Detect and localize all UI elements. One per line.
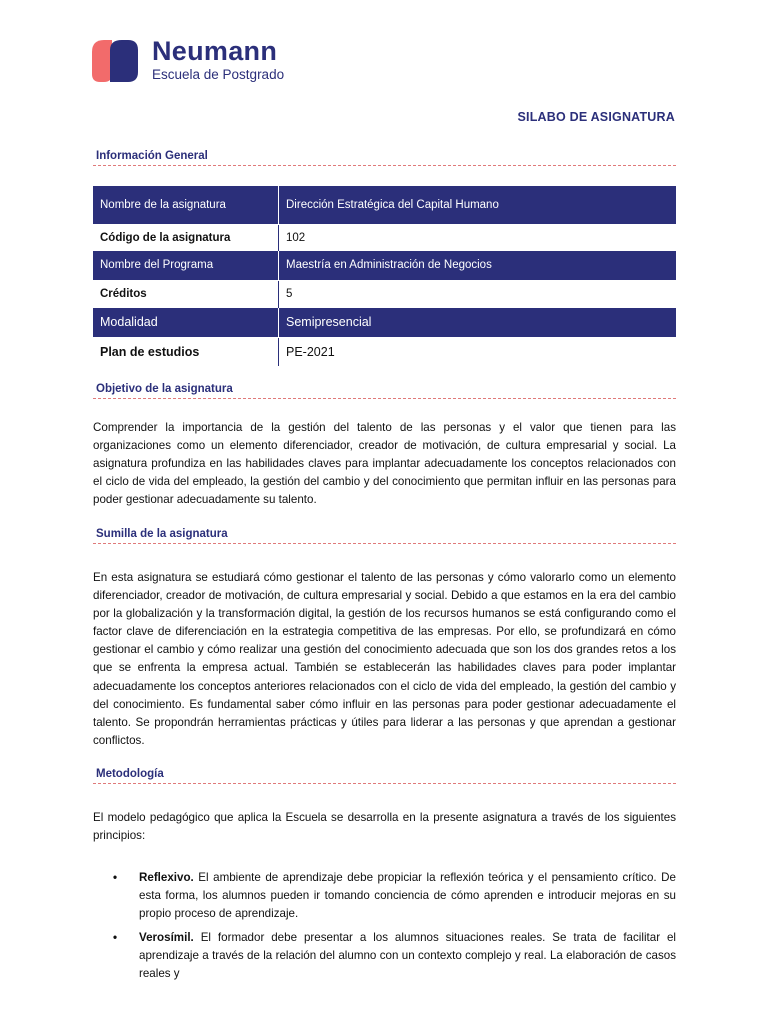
info-key: Modalidad bbox=[93, 308, 279, 337]
info-key: Código de la asignatura bbox=[93, 224, 279, 251]
info-table bbox=[93, 186, 676, 366]
info-value: Semipresencial bbox=[279, 308, 677, 337]
section-heading-info: Información General bbox=[93, 150, 676, 166]
section-heading-metodologia: Metodología bbox=[93, 768, 676, 784]
info-key: Nombre del Programa bbox=[93, 251, 279, 280]
principios-list bbox=[113, 869, 676, 988]
neumann-logo bbox=[90, 37, 284, 84]
info-value: 5 bbox=[279, 280, 677, 308]
info-value: 102 bbox=[279, 224, 677, 251]
objetivo-paragraph: Comprender la importancia de la gestión del talento de las personas y el valor que tienen para las organizaciones como un elemento diferenciador, creador de motivación, de cultura empresarial y social. La asignatura profundiza en las habilidades claves para implantar adecuadamente los conceptos relacionados con el ciclo de vida del empleado, la gestión del cambio y del conocimiento que permitan influir en las personas para poder gestionar adecuadamente su talento. bbox=[93, 421, 676, 507]
bullet-icon: • bbox=[113, 871, 118, 884]
principio-text: El ambiente de aprendizaje debe propiciar la reflexión teórica y el pensamiento crítico. De esta forma, los alumnos pueden ir tomando conciencia de cómo aprenden e introducir mejoras en su propio proceso de aprendizaje. bbox=[139, 871, 676, 921]
info-value: Dirección Estratégica del Capital Humano bbox=[279, 186, 677, 224]
info-key: Créditos bbox=[93, 280, 279, 308]
list-item bbox=[113, 869, 676, 924]
table-row bbox=[93, 224, 676, 251]
info-key: Plan de estudios bbox=[93, 337, 279, 366]
principio-text: El formador debe presentar a los alumnos situaciones reales. Se trata de facilitar el aprendizaje a través de la relación del alumno con un contexto complejo y real. La elaboración de casos reales y bbox=[139, 930, 676, 981]
document-title: SILABO DE ASIGNATURA bbox=[517, 110, 675, 124]
info-value: PE-2021 bbox=[279, 337, 677, 366]
neumann-logo-icon bbox=[90, 38, 140, 84]
section-heading-sumilla: Sumilla de la asignatura bbox=[93, 528, 676, 544]
table-row bbox=[93, 337, 676, 366]
bullet-icon: • bbox=[113, 930, 118, 944]
principio-term: Reflexivo. bbox=[139, 871, 194, 884]
table-row bbox=[93, 308, 676, 337]
list-item bbox=[113, 929, 676, 984]
table-row bbox=[93, 280, 676, 308]
table-row bbox=[93, 186, 676, 224]
info-key: Nombre de la asignatura bbox=[93, 186, 279, 224]
principio-term: Verosímil. bbox=[139, 930, 194, 944]
info-value: Maestría en Administración de Negocios bbox=[279, 251, 677, 280]
section-heading-objetivo: Objetivo de la asignatura bbox=[93, 383, 676, 399]
brand-name: Neumann bbox=[152, 36, 278, 66]
brand-subtitle: Escuela de Postgrado bbox=[152, 67, 285, 82]
table-row bbox=[93, 251, 676, 280]
sumilla-paragraph: En esta asignatura se estudiará cómo gestionar el talento de las personas y cómo valorarlo como un elemento diferenciador, creador de motivación, de cultura empresarial y social. Debido a que estamos en la era del cambio por la globalización y la transformación digital, la gestión de los recursos humanos se está configurando como el factor clave de diferenciación en la estrategia competitiva de las empresas. Por ello, se profundizará en cómo gestionar el cambio y cómo realizar una gestión del conocimiento adecuada que son los dos grandes retos a los que se enfrenta la empresa actual. También se establecerán las habilidades claves para poder implantar adecuadamente los conceptos anteriores relacionados con el ciclo de vida del empleado, la gestión del cambio y del conocimiento. Es fundamental saber cómo influir en las personas para poder gestionar adecuadamente el talento. Se propondrán herramientas prácticas y útiles para liderar a las personas y que aprendan a gestionar conflictos. bbox=[93, 571, 676, 747]
metodologia-intro: El modelo pedagógico que aplica la Escuela se desarrolla en la presente asignatura a través de los siguientes principios: bbox=[93, 811, 676, 843]
